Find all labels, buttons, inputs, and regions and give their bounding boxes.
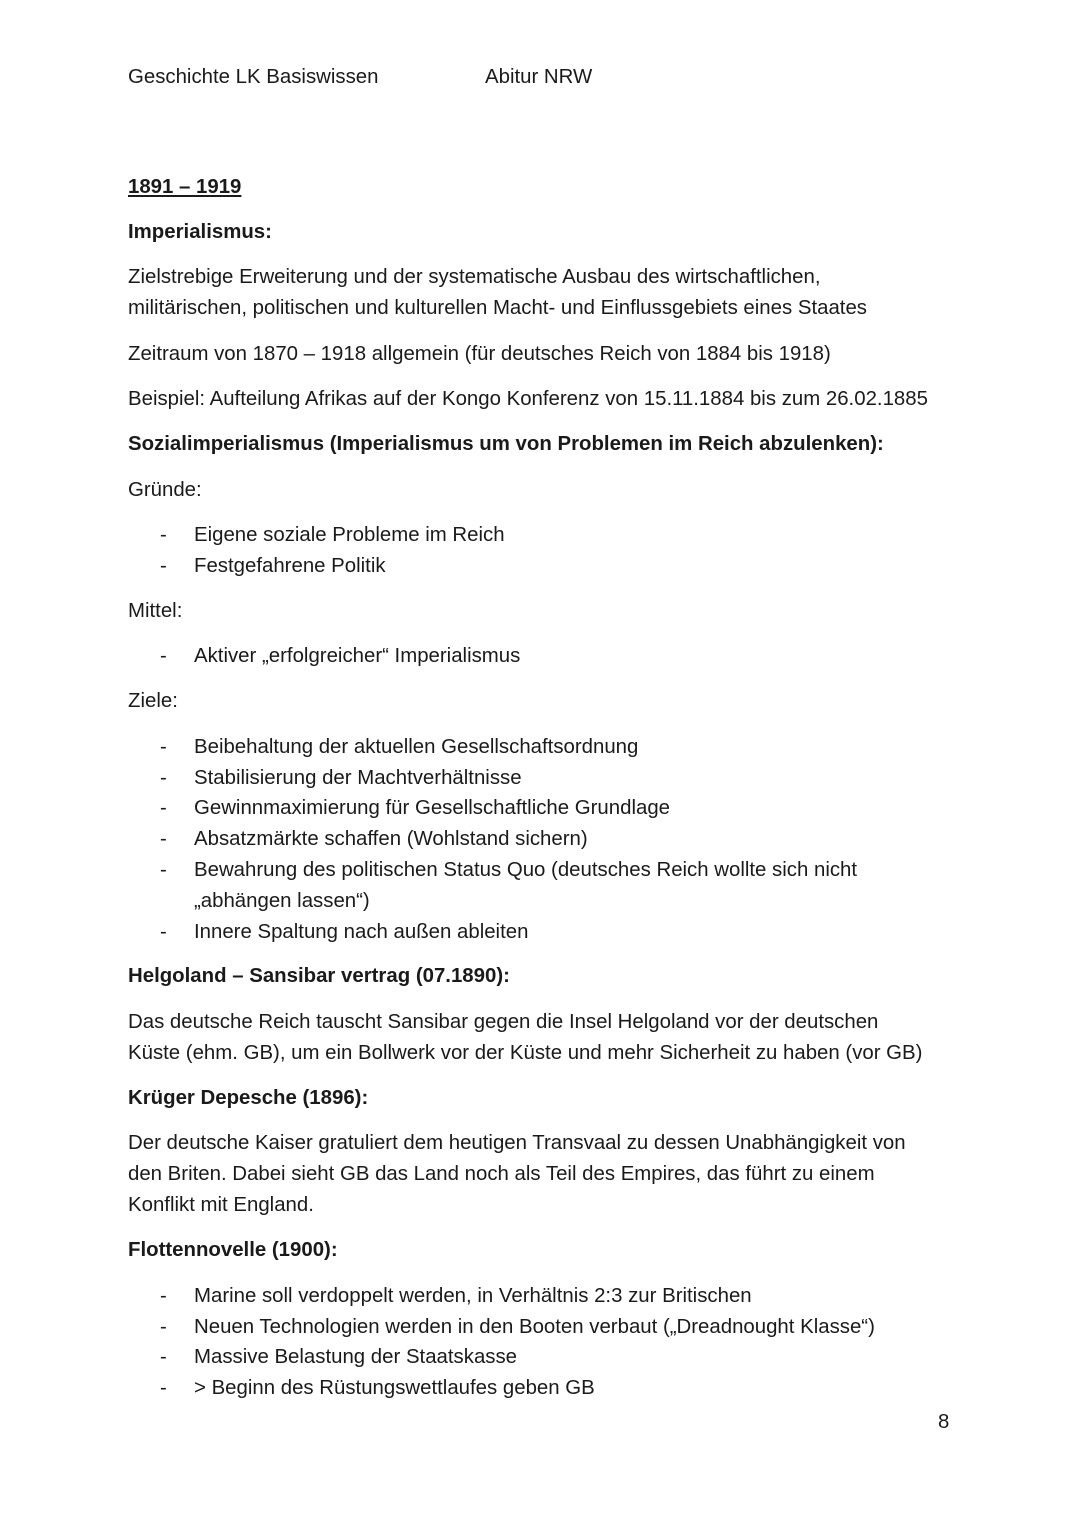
list-item: - Massive Belastung der Staatskasse (160, 1346, 518, 1368)
list-item: - Beibehaltung der aktuellen Gesellschaftsordnung (160, 736, 639, 758)
label: Mittel: (128, 600, 183, 622)
header-left: Geschichte LK Basiswissen (128, 66, 379, 88)
section-heading: Krüger Depesche (1896): (128, 1087, 369, 1109)
list-item: - Festgefahrene Politik (160, 555, 386, 577)
section-heading: Flottennovelle (1900): (128, 1239, 338, 1261)
paragraph-line: Konflikt mit England. (128, 1194, 314, 1216)
list-item: - Marine soll verdoppelt werden, in Verhältnis 2:3 zur Britischen (160, 1285, 752, 1307)
paragraph-line: den Briten. Dabei sieht GB das Land noch als Teil des Empires, das führt zu einem (128, 1163, 875, 1185)
section-heading: Helgoland – Sansibar vertrag (07.1890): (128, 965, 510, 987)
paragraph-line: Zeitraum von 1870 – 1918 allgemein (für deutsches Reich von 1884 bis 1918) (128, 343, 831, 365)
list-item-continuation: „abhängen lassen“) (194, 890, 370, 912)
paragraph-line: Der deutsche Kaiser gratuliert dem heutigen Transvaal zu dessen Unabhängigkeit von (128, 1132, 906, 1154)
list-item: - Aktiver „erfolgreicher“ Imperialismus (160, 645, 521, 667)
paragraph-line: Beispiel: Aufteilung Afrikas auf der Kongo Konferenz von 15.11.1884 bis zum 26.02.1885 (128, 388, 928, 410)
label: Gründe: (128, 479, 202, 501)
page-number: 8 (938, 1411, 950, 1433)
list-item: - Absatzmärkte schaffen (Wohlstand sichern) (160, 828, 588, 850)
list-item: - Eigene soziale Probleme im Reich (160, 524, 505, 546)
paragraph-line: Das deutsche Reich tauscht Sansibar gegen die Insel Helgoland vor der deutschen (128, 1011, 879, 1033)
section-heading: Sozialimperialismus (Imperialismus um von Problemen im Reich abzulenken): (128, 433, 884, 455)
list-item: - Stabilisierung der Machtverhältnisse (160, 767, 522, 789)
label: Ziele: (128, 690, 178, 712)
list-item: - Innere Spaltung nach außen ableiten (160, 921, 529, 943)
paragraph-line: Zielstrebige Erweiterung und der systematische Ausbau des wirtschaftlichen, (128, 266, 821, 288)
list-item: - Neuen Technologien werden in den Booten verbaut („Dreadnought Klasse“) (160, 1316, 875, 1338)
section-heading: Imperialismus: (128, 221, 272, 243)
header-right: Abitur NRW (485, 66, 593, 88)
list-item: - Gewinnmaximierung für Gesellschaftliche Grundlage (160, 797, 671, 819)
paragraph-line: Küste (ehm. GB), um ein Bollwerk vor der Küste und mehr Sicherheit zu haben (vor GB) (128, 1042, 923, 1064)
paragraph-line: militärischen, politischen und kulturellen Macht- und Einflussgebiets eines Staates (128, 297, 867, 319)
list-item: - Bewahrung des politischen Status Quo (deutsches Reich wollte sich nicht (160, 859, 858, 881)
period-heading: 1891 – 1919 (128, 176, 242, 198)
list-item: - > Beginn des Rüstungswettlaufes geben GB (160, 1377, 595, 1399)
